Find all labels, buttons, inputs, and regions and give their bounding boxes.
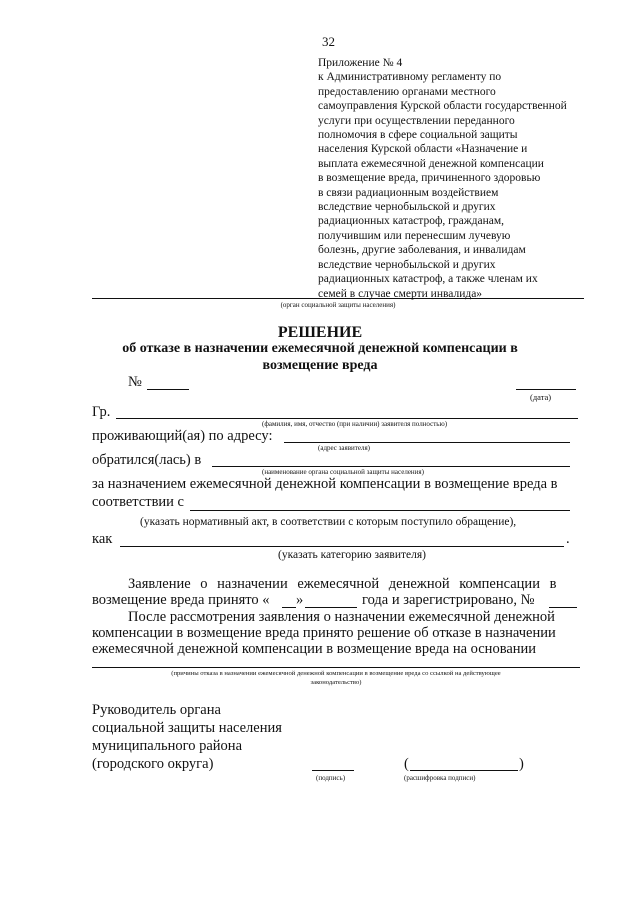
appendix-title: Приложение № 4	[318, 57, 403, 69]
page-number: 32	[322, 34, 335, 49]
appendix-line: получившим или перенесшим лучевую	[318, 229, 511, 242]
para1-line2-suffix: года и зарегистрировано, №	[362, 592, 535, 608]
appendix-line: радиационных катастроф, а также членам их	[318, 273, 538, 286]
decoding-field[interactable]	[410, 770, 518, 771]
date-field[interactable]	[516, 389, 576, 390]
appendix-line: к Административному регламенту по	[318, 71, 502, 84]
accordance-field[interactable]	[190, 510, 570, 511]
appendix-line: радиационных катастроф, гражданам,	[318, 215, 505, 228]
appendix-line: в связи радиационным воздействием	[318, 186, 499, 199]
signature-caption: (подпись)	[316, 774, 346, 782]
address-field[interactable]	[284, 442, 570, 443]
para1-line2-quote: »	[296, 592, 304, 608]
applied-organ-field[interactable]	[212, 466, 570, 467]
reason-caption: (причины отказа в назначении ежемесячной денежной компенсации в возмещение вреда со ссылкой на действующее	[171, 670, 501, 677]
para2-line1: После рассмотрения заявления о назначении ежемесячной денежной	[128, 609, 555, 625]
signatory-line: (городского округа)	[92, 756, 214, 772]
appendix-line: полномочия в сфере социальной защиты	[318, 129, 518, 142]
appendix-line: самоуправления Курской области государственной	[318, 100, 567, 113]
signatory-line: муниципального района	[92, 738, 242, 754]
address-label: проживающий(ая) по адресу:	[92, 428, 273, 444]
reason-field[interactable]	[92, 667, 580, 668]
organ-caption: (орган социальной защиты населения)	[280, 301, 396, 309]
appendix-line: вследствие чернобыльской и других	[318, 201, 496, 214]
citizen-caption: (фамилия, имя, отчество (при наличии) заявителя полностью)	[262, 420, 448, 428]
organ-line[interactable]	[92, 298, 584, 299]
citizen-label: Гр.	[92, 404, 111, 420]
purpose-line: за назначением ежемесячной денежной компенсации в возмещение вреда в	[92, 476, 558, 492]
as-end: .	[566, 531, 570, 547]
month-field[interactable]	[305, 607, 357, 608]
appendix-line: вследствие чернобыльской и других	[318, 258, 496, 271]
decoding-open: (	[404, 756, 409, 772]
signatory-line: Руководитель органа	[92, 702, 221, 718]
accordance-caption: (указать нормативный акт, в соответствии с которым поступило обращение),	[140, 516, 517, 528]
address-caption: (адрес заявителя)	[318, 444, 370, 452]
as-caption: (указать категорию заявителя)	[278, 549, 427, 561]
appendix-line: выплата ежемесячной денежной компенсации	[318, 157, 544, 170]
appendix-line: болезнь, другие заболевания, и инвалидам	[318, 244, 526, 257]
signatory-line: социальной защиты населения	[92, 720, 282, 736]
appendix-line: услуги при осуществлении переданного	[318, 114, 515, 127]
decoding-close: )	[519, 756, 524, 772]
reason-caption: законодательство)	[310, 679, 362, 686]
appendix-line: семей в случае смерти инвалида»	[318, 287, 483, 300]
para2-line3: ежемесячной денежной компенсации в возмещение вреда на основании	[92, 641, 537, 657]
accordance-label: соответствии с	[92, 494, 184, 510]
number-field[interactable]	[147, 389, 189, 390]
category-field[interactable]	[120, 546, 564, 547]
as-label: как	[92, 531, 113, 547]
para2-line2: компенсации в возмещение вреда принято решение об отказе в назначении	[92, 625, 556, 641]
para1-line1: Заявление о назначении ежемесячной денежной компенсации в	[128, 576, 557, 592]
citizen-name-field[interactable]	[116, 418, 578, 419]
decoding-caption: (расшифровка подписи)	[404, 774, 476, 782]
registration-number-field[interactable]	[549, 607, 577, 608]
number-label: №	[128, 374, 142, 390]
document-subtitle: возмещение вреда	[262, 358, 378, 373]
appendix-line: в возмещение вреда, причиненного здоровью	[318, 172, 541, 185]
document-title: РЕШЕНИЕ	[277, 324, 363, 341]
day-field[interactable]	[282, 607, 296, 608]
signature-field[interactable]	[312, 770, 354, 771]
date-caption: (дата)	[530, 392, 552, 402]
document-subtitle: об отказе в назначении ежемесячной денежной компенсации в	[122, 341, 518, 356]
appendix-line: предоставлению органами местного	[318, 85, 496, 98]
appendix-block	[318, 56, 588, 301]
applied-caption: (наименование органа социальной защиты населения)	[262, 468, 424, 476]
applied-label: обратился(лась) в	[92, 452, 202, 468]
appendix-line: населения Курской области «Назначение и	[318, 143, 528, 156]
para1-line2-prefix: возмещение вреда принято «	[92, 592, 270, 608]
